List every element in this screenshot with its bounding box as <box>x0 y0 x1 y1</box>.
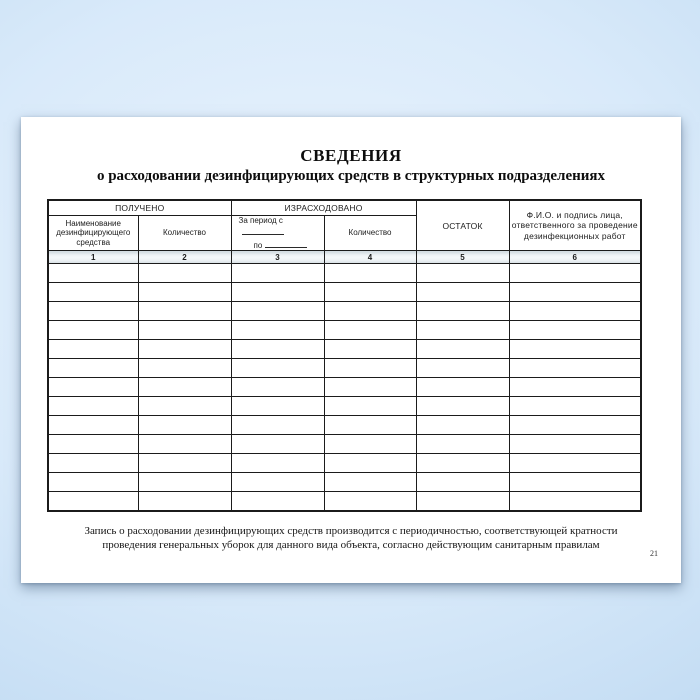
empty-cell <box>231 397 324 416</box>
empty-cell <box>48 454 138 473</box>
empty-cell <box>231 340 324 359</box>
empty-cell <box>324 435 416 454</box>
header-period <box>231 216 324 251</box>
empty-cell <box>138 416 231 435</box>
header-disinfectant-name: Наименование дезинфицирующего средства <box>48 216 138 251</box>
empty-cell <box>231 302 324 321</box>
column-number-row <box>48 251 641 264</box>
empty-cell <box>138 359 231 378</box>
empty-cell <box>48 321 138 340</box>
disinfectant-usage-table <box>47 199 642 512</box>
table-row <box>48 435 641 454</box>
period-line-to <box>234 238 322 250</box>
empty-cell <box>231 454 324 473</box>
empty-cell <box>416 264 509 283</box>
column-number: 6 <box>509 251 641 264</box>
empty-cell <box>48 359 138 378</box>
empty-cell <box>138 340 231 359</box>
empty-cell <box>324 264 416 283</box>
empty-cell <box>509 340 641 359</box>
empty-cell <box>324 283 416 302</box>
empty-cell <box>48 492 138 512</box>
table-row <box>48 340 641 359</box>
page-number: 21 <box>650 549 658 558</box>
empty-cell <box>509 264 641 283</box>
empty-cell <box>509 416 641 435</box>
empty-cell <box>48 283 138 302</box>
empty-cell <box>416 340 509 359</box>
table-row <box>48 416 641 435</box>
period-from-blank <box>242 225 284 235</box>
empty-cell <box>416 359 509 378</box>
empty-cell <box>231 264 324 283</box>
table-row <box>48 492 641 512</box>
empty-cell <box>509 492 641 512</box>
empty-cell <box>324 340 416 359</box>
empty-cell <box>138 435 231 454</box>
footer-note-line: Запись о расходовании дезинфицирующих средств производится с периодичностью, соответствующей кратности <box>84 525 618 537</box>
table-row <box>48 378 641 397</box>
empty-cell <box>48 378 138 397</box>
header-received: ПОЛУЧЕНО <box>48 200 231 216</box>
empty-cell <box>416 378 509 397</box>
column-number: 1 <box>48 251 138 264</box>
header-quantity-consumed: Количество <box>324 216 416 251</box>
table-row <box>48 264 641 283</box>
empty-cell <box>48 397 138 416</box>
empty-cell <box>138 473 231 492</box>
period-from-label: За период с <box>238 216 283 225</box>
empty-cell <box>509 378 641 397</box>
footer-note <box>21 525 681 553</box>
empty-cell <box>138 492 231 512</box>
empty-cell <box>416 302 509 321</box>
table-row <box>48 359 641 378</box>
column-number: 5 <box>416 251 509 264</box>
document-page <box>21 117 681 583</box>
period-to-blank <box>265 238 307 248</box>
empty-cell <box>231 378 324 397</box>
empty-cell <box>138 283 231 302</box>
empty-cell <box>48 435 138 454</box>
empty-cell <box>324 397 416 416</box>
empty-cell <box>138 397 231 416</box>
empty-cell <box>231 473 324 492</box>
empty-cell <box>509 302 641 321</box>
empty-cell <box>138 454 231 473</box>
empty-cell <box>416 473 509 492</box>
empty-cell <box>48 473 138 492</box>
empty-cell <box>509 435 641 454</box>
header-responsible-person: Ф.И.О. и подпись лица, ответственного за проведение дезинфекционных работ <box>509 200 641 251</box>
empty-cell <box>48 416 138 435</box>
empty-cell <box>509 359 641 378</box>
table-row <box>48 321 641 340</box>
empty-cell <box>509 321 641 340</box>
column-number: 4 <box>324 251 416 264</box>
column-number: 3 <box>231 251 324 264</box>
page-subtitle: о расходовании дезинфицирующих средств в структурных подразделениях <box>96 168 606 184</box>
table-row <box>48 454 641 473</box>
table-row <box>48 473 641 492</box>
empty-cell <box>231 359 324 378</box>
empty-cell <box>231 283 324 302</box>
empty-cell <box>138 302 231 321</box>
empty-cell <box>324 378 416 397</box>
footer-note-line: проведения генеральных уборок для данного вида объекта, согласно действующим санитарным правилам <box>102 538 600 551</box>
period-to-label: по <box>253 240 263 250</box>
empty-cell <box>509 397 641 416</box>
table-header <box>48 200 641 264</box>
empty-cell <box>324 492 416 512</box>
empty-cell <box>138 321 231 340</box>
empty-cell <box>509 283 641 302</box>
header-consumed: ИЗРАСХОДОВАНО <box>231 200 416 216</box>
empty-cell <box>324 416 416 435</box>
empty-cell <box>416 492 509 512</box>
empty-cell <box>48 264 138 283</box>
header-remainder: ОСТАТОК <box>416 200 509 251</box>
period-line-from <box>234 216 322 238</box>
empty-cell <box>324 473 416 492</box>
empty-cell <box>324 321 416 340</box>
table-body <box>48 264 641 512</box>
page-title: СВЕДЕНИЯ <box>300 146 402 165</box>
empty-cell <box>48 302 138 321</box>
table-row <box>48 302 641 321</box>
empty-cell <box>48 340 138 359</box>
empty-cell <box>416 416 509 435</box>
empty-cell <box>416 321 509 340</box>
empty-cell <box>416 435 509 454</box>
empty-cell <box>324 302 416 321</box>
table-row <box>48 283 641 302</box>
empty-cell <box>509 454 641 473</box>
column-number: 2 <box>138 251 231 264</box>
empty-cell <box>416 454 509 473</box>
empty-cell <box>416 283 509 302</box>
empty-cell <box>138 264 231 283</box>
empty-cell <box>231 416 324 435</box>
empty-cell <box>324 359 416 378</box>
empty-cell <box>324 454 416 473</box>
empty-cell <box>509 473 641 492</box>
empty-cell <box>231 492 324 512</box>
empty-cell <box>416 397 509 416</box>
table-row <box>48 397 641 416</box>
empty-cell <box>231 435 324 454</box>
group-header-row <box>48 200 641 216</box>
empty-cell <box>138 378 231 397</box>
empty-cell <box>231 321 324 340</box>
header-quantity-received: Количество <box>138 216 231 251</box>
